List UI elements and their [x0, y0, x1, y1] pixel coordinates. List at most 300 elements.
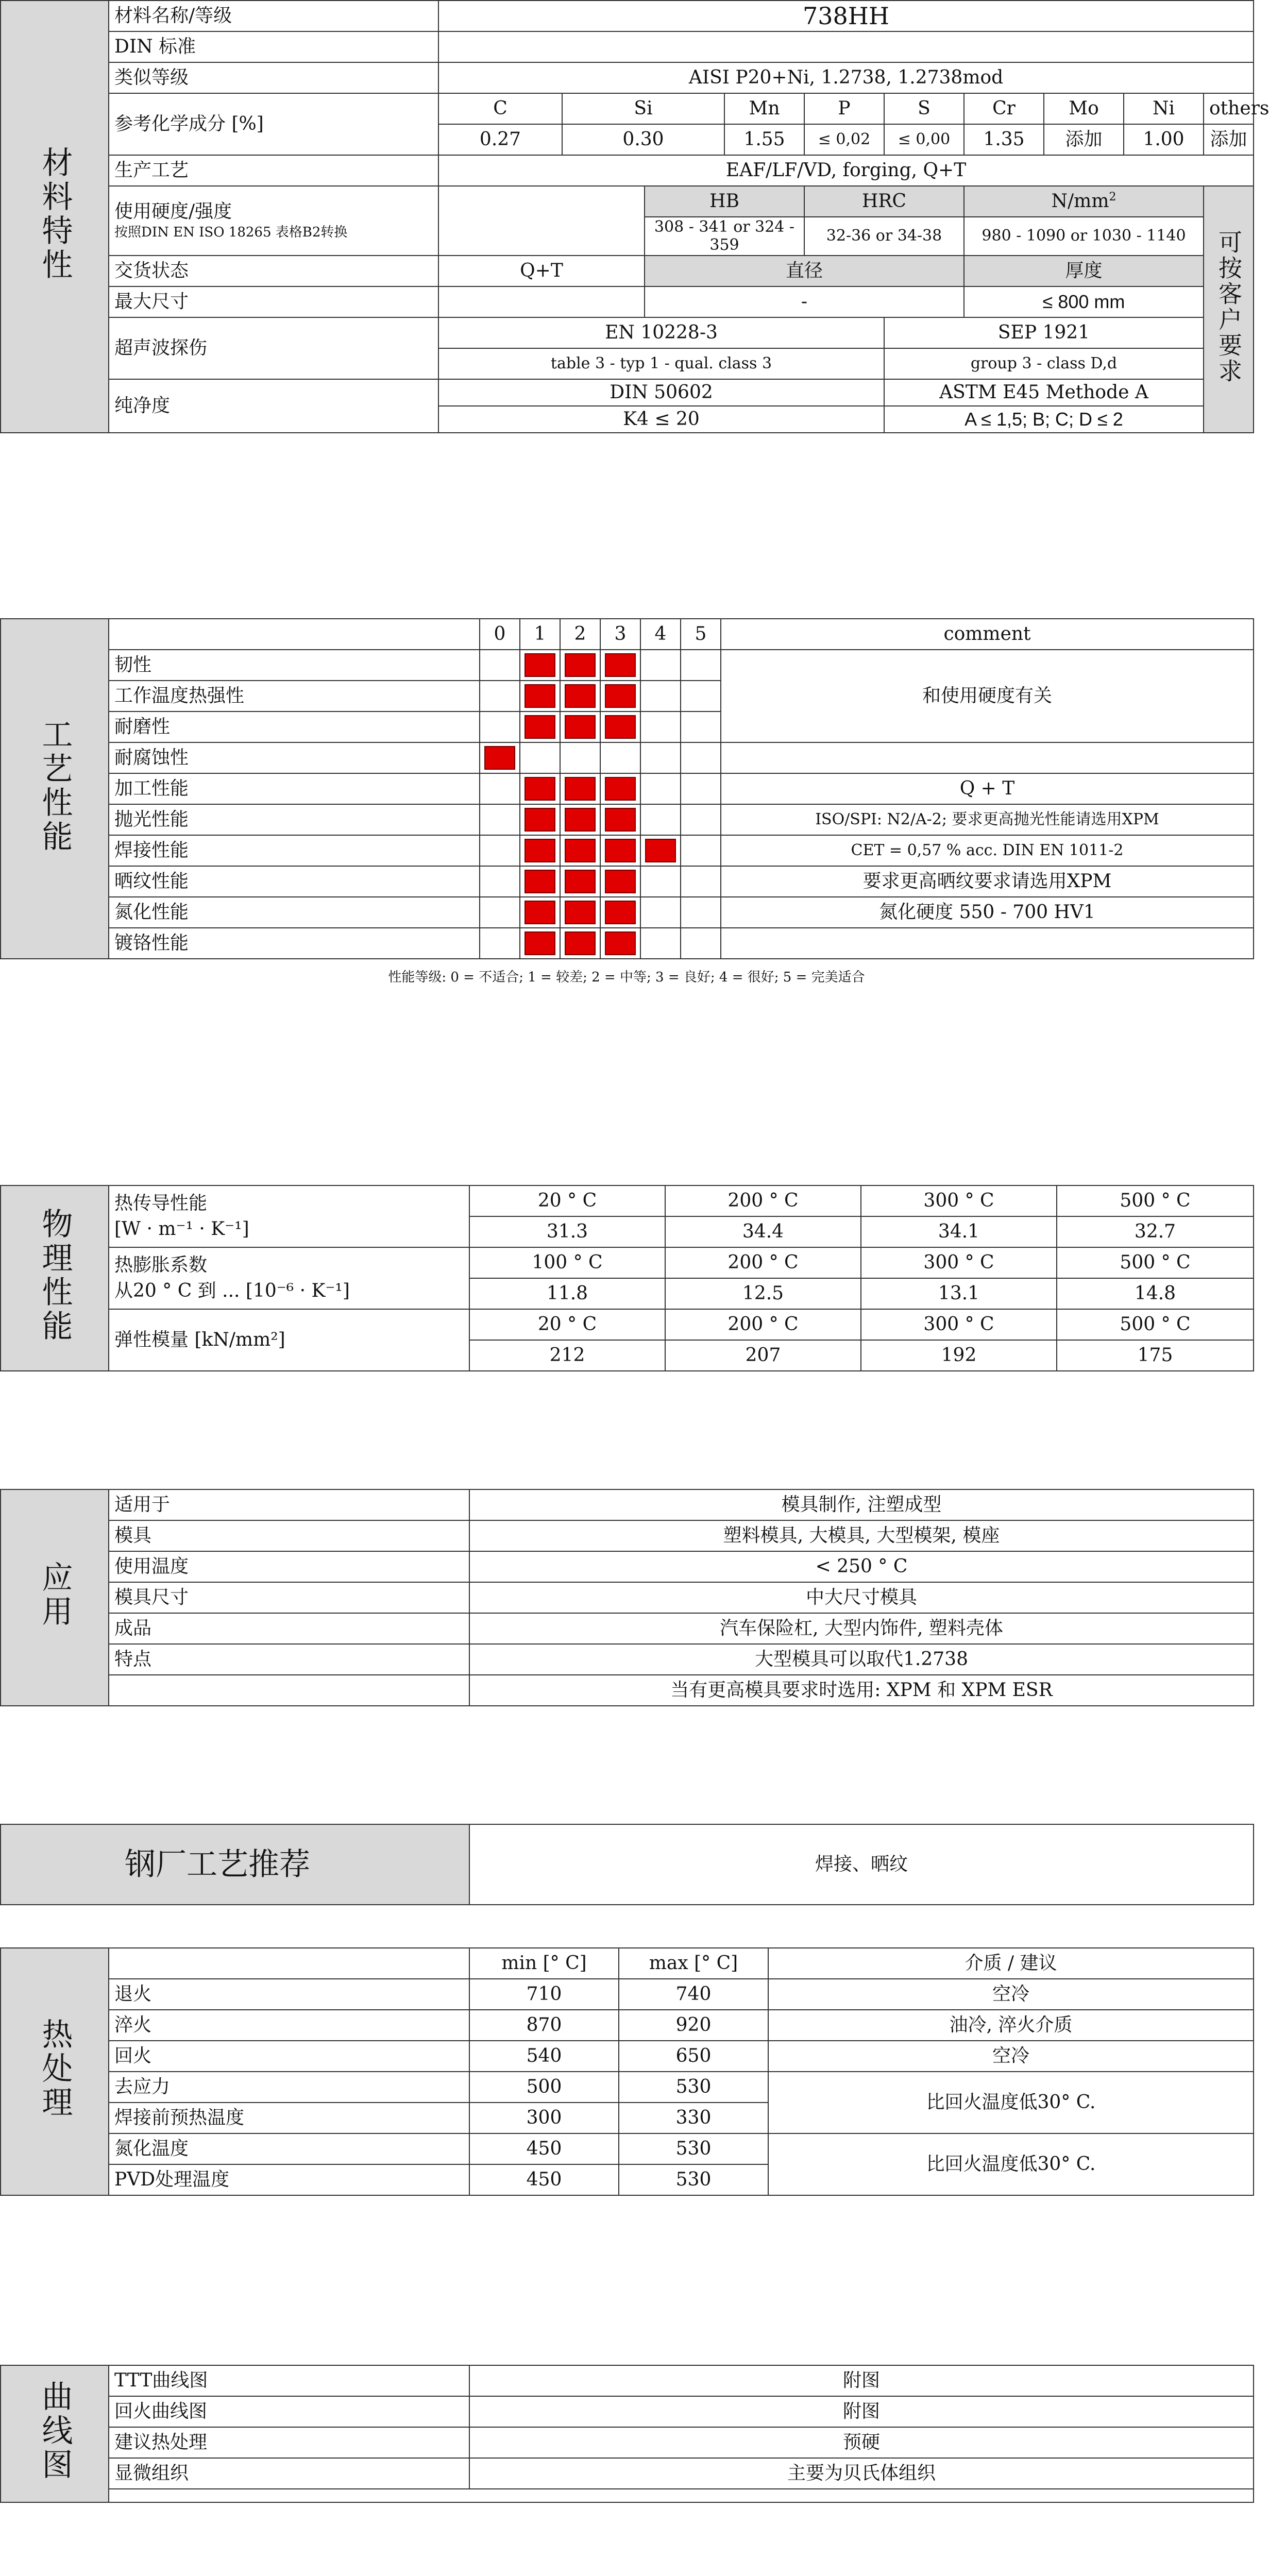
- rating-cell: [640, 804, 681, 835]
- heat-row: [1, 2041, 1254, 2072]
- rating-cell: [640, 866, 681, 897]
- application-label: 适用于: [109, 1489, 469, 1520]
- clean-val1: K4 ≤ 20: [623, 409, 700, 430]
- rating-mark: [524, 931, 555, 955]
- heat-label: 去应力: [109, 2072, 469, 2103]
- chem-p: ≤ 0,02: [804, 124, 884, 155]
- application-row: [1, 1644, 1254, 1675]
- application-row: [1, 1520, 1254, 1551]
- property-comment: Q + T: [721, 773, 1254, 804]
- application-label: 模具尺寸: [109, 1582, 469, 1613]
- exp-temp-3: 500 ° C: [1057, 1247, 1254, 1278]
- rating-cell: [600, 742, 640, 773]
- curve-value: 附图: [469, 2396, 1254, 2427]
- mod-temp-1: 200 ° C: [665, 1309, 861, 1340]
- mill-table: [0, 1824, 1254, 1905]
- application-value: 中大尺寸模具: [469, 1582, 1254, 1613]
- element-c: C: [438, 93, 562, 124]
- conductivity-title: 热传导性能: [114, 1192, 208, 1214]
- modulus-label: 弹性模量 [kN/mm²]: [109, 1309, 469, 1371]
- application-label: 成品: [109, 1613, 469, 1644]
- heat-max: 920: [619, 2010, 768, 2041]
- heat-label: 焊接前预热温度: [109, 2103, 469, 2133]
- clean-label-text: 纯净度: [114, 395, 171, 417]
- rating-cell: [560, 928, 600, 959]
- application-value: 汽车保险杠, 大型内饰件, 塑料壳体: [469, 1613, 1254, 1644]
- heat-min: 870: [469, 2010, 619, 2041]
- application-section: [0, 1489, 1253, 1706]
- chem-others: 添加: [1204, 124, 1254, 155]
- rating-mark: [645, 839, 676, 862]
- ut-label: 超声波探伤: [109, 317, 438, 379]
- rating-cell: [480, 773, 520, 804]
- mill-label: 钢厂工艺推荐: [1, 1824, 469, 1905]
- hardness-spacer: [438, 186, 645, 256]
- application-row: [1, 1675, 1254, 1706]
- curve-label: 建议热处理: [109, 2427, 469, 2458]
- diameter-header: 直径: [645, 256, 964, 286]
- application-side-label: 应用: [1, 1489, 109, 1706]
- property-comment: 氮化硬度 550 - 700 HV1: [721, 897, 1254, 928]
- property-row: [1, 897, 1254, 928]
- property-row: [1, 773, 1254, 804]
- heat-max: 530: [619, 2072, 768, 2103]
- chem-mo: 添加: [1044, 124, 1124, 155]
- property-row: [1, 650, 1254, 681]
- rating-cell: [640, 742, 681, 773]
- rating-cell: [640, 897, 681, 928]
- rating-cell: [520, 804, 560, 835]
- heat-medium: 油冷, 淬火介质: [768, 2010, 1254, 2041]
- mill-value: 焊接、晒纹: [469, 1824, 1254, 1905]
- hb-header: HB: [645, 186, 804, 217]
- rating-mark: [524, 777, 555, 801]
- scale-0: 0: [480, 619, 520, 650]
- element-s: S: [884, 93, 964, 124]
- rating-cell: [480, 804, 520, 835]
- rating-cell: [640, 928, 681, 959]
- rating-cell: [520, 742, 560, 773]
- heat-side-label: 热处理: [1, 1948, 109, 2195]
- mill-section: [0, 1824, 1253, 1905]
- heat-medium: 比回火温度低30° C.: [768, 2072, 1254, 2133]
- mod-temp-0: 20 ° C: [469, 1309, 665, 1340]
- rating-cell: [600, 804, 640, 835]
- property-row: [1, 804, 1254, 835]
- exp-temp-0: 100 ° C: [469, 1247, 665, 1278]
- rating-cell: [520, 711, 560, 742]
- rating-mark: [605, 715, 636, 739]
- scale-1: 1: [520, 619, 560, 650]
- rating-cell: [681, 742, 721, 773]
- exp-val-3: 14.8: [1057, 1278, 1254, 1309]
- element-ni: Ni: [1124, 93, 1204, 124]
- property-label: 加工性能: [109, 773, 480, 804]
- delivery-value: Q+T: [438, 256, 645, 286]
- rating-cell: [640, 681, 681, 711]
- chem-s: ≤ 0,00: [884, 124, 964, 155]
- rating-cell: [600, 650, 640, 681]
- clean-std2: ASTM E45 Methode A: [885, 380, 1203, 406]
- rating-footnote: 性能等级: 0 = 不适合; 1 = 较差; 2 = 中等; 3 = 良好; 4 = 很好; 5 = 完美适合: [388, 970, 865, 985]
- scale-5: 5: [681, 619, 721, 650]
- scale-3: 3: [600, 619, 640, 650]
- chem-mn: 1.55: [724, 124, 804, 155]
- exp-val-1: 12.5: [665, 1278, 861, 1309]
- rating-cell: [560, 835, 600, 866]
- medium-header: 介质 / 建议: [768, 1948, 1254, 1979]
- heat-row: [1, 2133, 1254, 2164]
- cond-temp-1: 200 ° C: [665, 1185, 861, 1216]
- cond-val-1: 34.4: [665, 1216, 861, 1247]
- rating-cell: [560, 804, 600, 835]
- rating-cell: [560, 711, 600, 742]
- heat-label: 回火: [109, 2041, 469, 2072]
- clean-col2: [884, 379, 1204, 433]
- rating-cell: [640, 835, 681, 866]
- clean-col1: [438, 379, 884, 433]
- element-others: others: [1204, 93, 1254, 124]
- chem-c: 0.27: [438, 124, 562, 155]
- cond-temp-0: 20 ° C: [469, 1185, 665, 1216]
- curve-value: 预硬: [469, 2427, 1254, 2458]
- curves-side-label: 曲线图: [1, 2365, 109, 2502]
- maxsize-thickness: ≤ 800 mm: [964, 286, 1204, 317]
- curve-value: 主要为贝氏体组织: [469, 2458, 1254, 2489]
- rating-cell: [640, 773, 681, 804]
- maxsize-label: 最大尺寸: [109, 286, 438, 317]
- rating-cell: [640, 650, 681, 681]
- rating-cell: [560, 866, 600, 897]
- conductivity-label: [109, 1185, 469, 1247]
- rating-cell: [681, 897, 721, 928]
- heat-min: 450: [469, 2133, 619, 2164]
- process-props-section: [0, 618, 1253, 986]
- similar-label: 类似等级: [109, 62, 438, 93]
- nmm-header: $N/mm^2$: [964, 186, 1204, 217]
- property-label: 镀铬性能: [109, 928, 480, 959]
- rating-cell: [560, 650, 600, 681]
- maxsize-diameter: -: [645, 286, 964, 317]
- element-mn: Mn: [724, 93, 804, 124]
- heat-min: 450: [469, 2164, 619, 2195]
- rating-mark: [605, 870, 636, 893]
- expansion-label: [109, 1247, 469, 1309]
- rating-cell: [520, 897, 560, 928]
- maxsize-spacer: [438, 286, 645, 317]
- heat-min: 540: [469, 2041, 619, 2072]
- heat-medium: 空冷: [768, 1979, 1254, 2010]
- process-value: EAF/LF/VD, forging, Q+T: [438, 155, 1254, 186]
- rating-mark: [524, 684, 555, 708]
- property-comment: [721, 742, 1254, 773]
- heat-min: 500: [469, 2072, 619, 2103]
- rating-cell: [681, 866, 721, 897]
- property-label: 焊接性能: [109, 835, 480, 866]
- material-section: [0, 0, 1269, 433]
- chem-label: 参考化学成分 [%]: [109, 93, 438, 155]
- exp-val-0: 11.8: [469, 1278, 665, 1309]
- property-comment: [721, 928, 1254, 959]
- rating-cell: [681, 711, 721, 742]
- property-comment: ISO/SPI: N2/A-2; 要求更高抛光性能请选用XPM: [721, 804, 1254, 835]
- rating-cell: [480, 742, 520, 773]
- element-p: P: [804, 93, 884, 124]
- rating-mark: [605, 777, 636, 801]
- application-row: [1, 1489, 1254, 1520]
- property-row: [1, 835, 1254, 866]
- material-side-label: 材料特性: [1, 1, 109, 433]
- cond-temp-3: 500 ° C: [1057, 1185, 1254, 1216]
- cond-val-0: 31.3: [469, 1216, 665, 1247]
- property-label: 晒纹性能: [109, 866, 480, 897]
- rating-mark: [605, 931, 636, 955]
- heat-header-spacer: [109, 1948, 469, 1979]
- ut-val1: table 3 - typ 1 - qual. class 3: [438, 348, 884, 379]
- rating-cell: [480, 711, 520, 742]
- heat-row: [1, 2010, 1254, 2041]
- application-row: [1, 1582, 1254, 1613]
- ut-std1: EN 10228-3: [438, 317, 884, 348]
- rating-cell: [560, 773, 600, 804]
- rating-cell: [520, 773, 560, 804]
- rating-cell: [480, 835, 520, 866]
- heat-max: 330: [619, 2103, 768, 2133]
- rating-cell: [480, 928, 520, 959]
- delivery-label: 交货状态: [109, 256, 438, 286]
- rating-mark: [605, 839, 636, 862]
- heat-row: [1, 2072, 1254, 2103]
- rating-mark: [524, 839, 555, 862]
- rating-cell: [681, 804, 721, 835]
- heat-medium: 比回火温度低30° C.: [768, 2133, 1254, 2195]
- comment-header: comment: [721, 619, 1254, 650]
- hardness-label: [109, 186, 438, 256]
- application-value: 大型模具可以取代1.2738: [469, 1644, 1254, 1675]
- property-comment: 要求更高晒纹要求请选用XPM: [721, 866, 1254, 897]
- application-table: [0, 1489, 1254, 1706]
- property-label: 工作温度热强性: [109, 681, 480, 711]
- curve-value: 附图: [469, 2365, 1254, 2396]
- mod-temp-3: 500 ° C: [1057, 1309, 1254, 1340]
- rating-cell: [560, 897, 600, 928]
- rating-mark: [565, 808, 596, 832]
- name-label: 材料名称/等级: [109, 1, 438, 31]
- heat-max: 740: [619, 1979, 768, 2010]
- curves-section: [0, 2365, 1253, 2503]
- heat-row: [1, 1979, 1254, 2010]
- rating-mark: [524, 715, 555, 739]
- rating-cell: [520, 928, 560, 959]
- curve-label: 回火曲线图: [109, 2396, 469, 2427]
- expansion-title: 热膨胀系数: [114, 1254, 208, 1276]
- curves-table: [0, 2365, 1254, 2503]
- physical-table: [0, 1185, 1254, 1371]
- rating-mark: [565, 684, 596, 708]
- rating-mark: [565, 777, 596, 801]
- heat-max: 650: [619, 2041, 768, 2072]
- property-row: [1, 866, 1254, 897]
- heat-min: 300: [469, 2103, 619, 2133]
- property-label: 韧性: [109, 650, 480, 681]
- property-comment: 和使用硬度有关: [721, 650, 1254, 742]
- rating-cell: [560, 742, 600, 773]
- mod-val-1: 207: [665, 1340, 861, 1371]
- rating-cell: [520, 681, 560, 711]
- thickness-header: 厚度: [964, 256, 1204, 286]
- rating-mark: [605, 653, 636, 677]
- property-comment: CET = 0,57 % acc. DIN EN 1011-2: [721, 835, 1254, 866]
- clean-val2: A ≤ 1,5; B; C; D ≤ 2: [965, 409, 1123, 430]
- rating-cell: [681, 773, 721, 804]
- scale-2: 2: [560, 619, 600, 650]
- rating-mark: [524, 653, 555, 677]
- rating-mark: [565, 653, 596, 677]
- heat-medium: 空冷: [768, 2041, 1254, 2072]
- rating-cell: [600, 835, 640, 866]
- heat-table: [0, 1947, 1254, 2196]
- heat-label: 氮化温度: [109, 2133, 469, 2164]
- rating-cell: [600, 773, 640, 804]
- property-label: 耐腐蚀性: [109, 742, 480, 773]
- property-label: 氮化性能: [109, 897, 480, 928]
- chem-si: 0.30: [562, 124, 724, 155]
- din-label: DIN 标准: [109, 31, 438, 62]
- physical-side-label: 物理性能: [1, 1185, 109, 1371]
- curve-label: TTT曲线图: [109, 2365, 469, 2396]
- rating-cell: [560, 681, 600, 711]
- hrc-value: 32-36 or 34-38: [804, 217, 964, 256]
- curves-spacer: [109, 2489, 1254, 2502]
- application-value: 模具制作, 注塑成型: [469, 1489, 1254, 1520]
- application-value: < 250 ° C: [469, 1551, 1254, 1582]
- ut-std2: SEP 1921: [884, 317, 1204, 348]
- rating-cell: [480, 681, 520, 711]
- conductivity-unit: [W · m⁻¹ · K⁻¹]: [114, 1218, 249, 1240]
- property-label: 抛光性能: [109, 804, 480, 835]
- physical-section: [0, 1185, 1253, 1371]
- application-extra: 当有更高模具要求时选用: XPM 和 XPM ESR: [469, 1675, 1254, 1706]
- similar-value: AISI P20+Ni, 1.2738, 1.2738mod: [438, 62, 1254, 93]
- nmm-value: 980 - 1090 or 1030 - 1140: [964, 217, 1204, 256]
- min-header: min [° C]: [469, 1948, 619, 1979]
- material-right-label: 可按客户要求: [1204, 186, 1254, 433]
- exp-temp-2: 300 ° C: [861, 1247, 1057, 1278]
- rating-cell: [480, 650, 520, 681]
- application-label: 使用温度: [109, 1551, 469, 1582]
- mod-temp-2: 300 ° C: [861, 1309, 1057, 1340]
- application-row: [1, 1551, 1254, 1582]
- heat-max: 530: [619, 2133, 768, 2164]
- heat-label: 退火: [109, 1979, 469, 2010]
- process-label: 生产工艺: [109, 155, 438, 186]
- curve-row: [1, 2365, 1254, 2396]
- rating-cell: [520, 650, 560, 681]
- element-cr: Cr: [964, 93, 1044, 124]
- mod-val-3: 175: [1057, 1340, 1254, 1371]
- process-props-table: [0, 618, 1254, 959]
- rating-cell: [681, 928, 721, 959]
- material-table: [0, 0, 1269, 433]
- heat-label: PVD处理温度: [109, 2164, 469, 2195]
- chem-cr: 1.35: [964, 124, 1044, 155]
- hb-value: 308 - 341 or 324 - 359: [645, 217, 804, 256]
- rating-cell: [681, 650, 721, 681]
- mod-val-0: 212: [469, 1340, 665, 1371]
- rating-mark: [524, 808, 555, 832]
- rating-cell: [600, 897, 640, 928]
- rating-cell: [681, 835, 721, 866]
- grade-name: 738HH: [438, 1, 1254, 31]
- rating-mark: [565, 931, 596, 955]
- exp-val-2: 13.1: [861, 1278, 1057, 1309]
- rating-cell: [600, 866, 640, 897]
- rating-mark: [605, 901, 636, 924]
- scale-4: 4: [640, 619, 681, 650]
- hardness-title: 使用硬度/强度: [114, 201, 232, 223]
- max-header: max [° C]: [619, 1948, 768, 1979]
- cond-temp-2: 300 ° C: [861, 1185, 1057, 1216]
- cond-val-2: 34.1: [861, 1216, 1057, 1247]
- process-side-label: 工艺性能: [1, 619, 109, 959]
- application-value: 塑料模具, 大模具, 大型模架, 模座: [469, 1520, 1254, 1551]
- rating-cell: [520, 835, 560, 866]
- application-label: 特点: [109, 1644, 469, 1675]
- scale-header-spacer: [109, 619, 480, 650]
- heat-section: [0, 1947, 1253, 2196]
- rating-mark: [605, 808, 636, 832]
- hrc-header: HRC: [804, 186, 964, 217]
- mod-val-2: 192: [861, 1340, 1057, 1371]
- rating-cell: [480, 866, 520, 897]
- expansion-unit: 从20 ° C 到 ... [10⁻⁶ · K⁻¹]: [114, 1280, 350, 1301]
- clean-label: [109, 379, 438, 433]
- property-label: 耐磨性: [109, 711, 480, 742]
- property-row: [1, 928, 1254, 959]
- rating-mark: [524, 870, 555, 893]
- rating-mark: [565, 839, 596, 862]
- heat-min: 710: [469, 1979, 619, 2010]
- rating-cell: [520, 866, 560, 897]
- cond-val-3: 32.7: [1057, 1216, 1254, 1247]
- element-mo: Mo: [1044, 93, 1124, 124]
- exp-temp-1: 200 ° C: [665, 1247, 861, 1278]
- application-row: [1, 1613, 1254, 1644]
- rating-cell: [600, 928, 640, 959]
- curve-row: [1, 2458, 1254, 2489]
- heat-label: 淬火: [109, 2010, 469, 2041]
- rating-mark: [605, 684, 636, 708]
- curve-row: [1, 2396, 1254, 2427]
- rating-cell: [600, 711, 640, 742]
- element-si: Si: [562, 93, 724, 124]
- curve-label: 显微组织: [109, 2458, 469, 2489]
- hardness-subtitle: 按照DIN EN ISO 18265 表格B2转换: [114, 225, 348, 240]
- application-label: 模具: [109, 1520, 469, 1551]
- din-value: [438, 31, 1254, 62]
- rating-cell: [681, 681, 721, 711]
- rating-mark: [565, 901, 596, 924]
- rating-mark: [565, 715, 596, 739]
- rating-mark: [565, 870, 596, 893]
- rating-cell: [640, 711, 681, 742]
- rating-mark: [484, 746, 515, 770]
- curve-row: [1, 2427, 1254, 2458]
- chem-ni: 1.00: [1124, 124, 1204, 155]
- application-spacer: [109, 1675, 469, 1706]
- rating-cell: [600, 681, 640, 711]
- ut-val2: group 3 - class D,d: [884, 348, 1204, 379]
